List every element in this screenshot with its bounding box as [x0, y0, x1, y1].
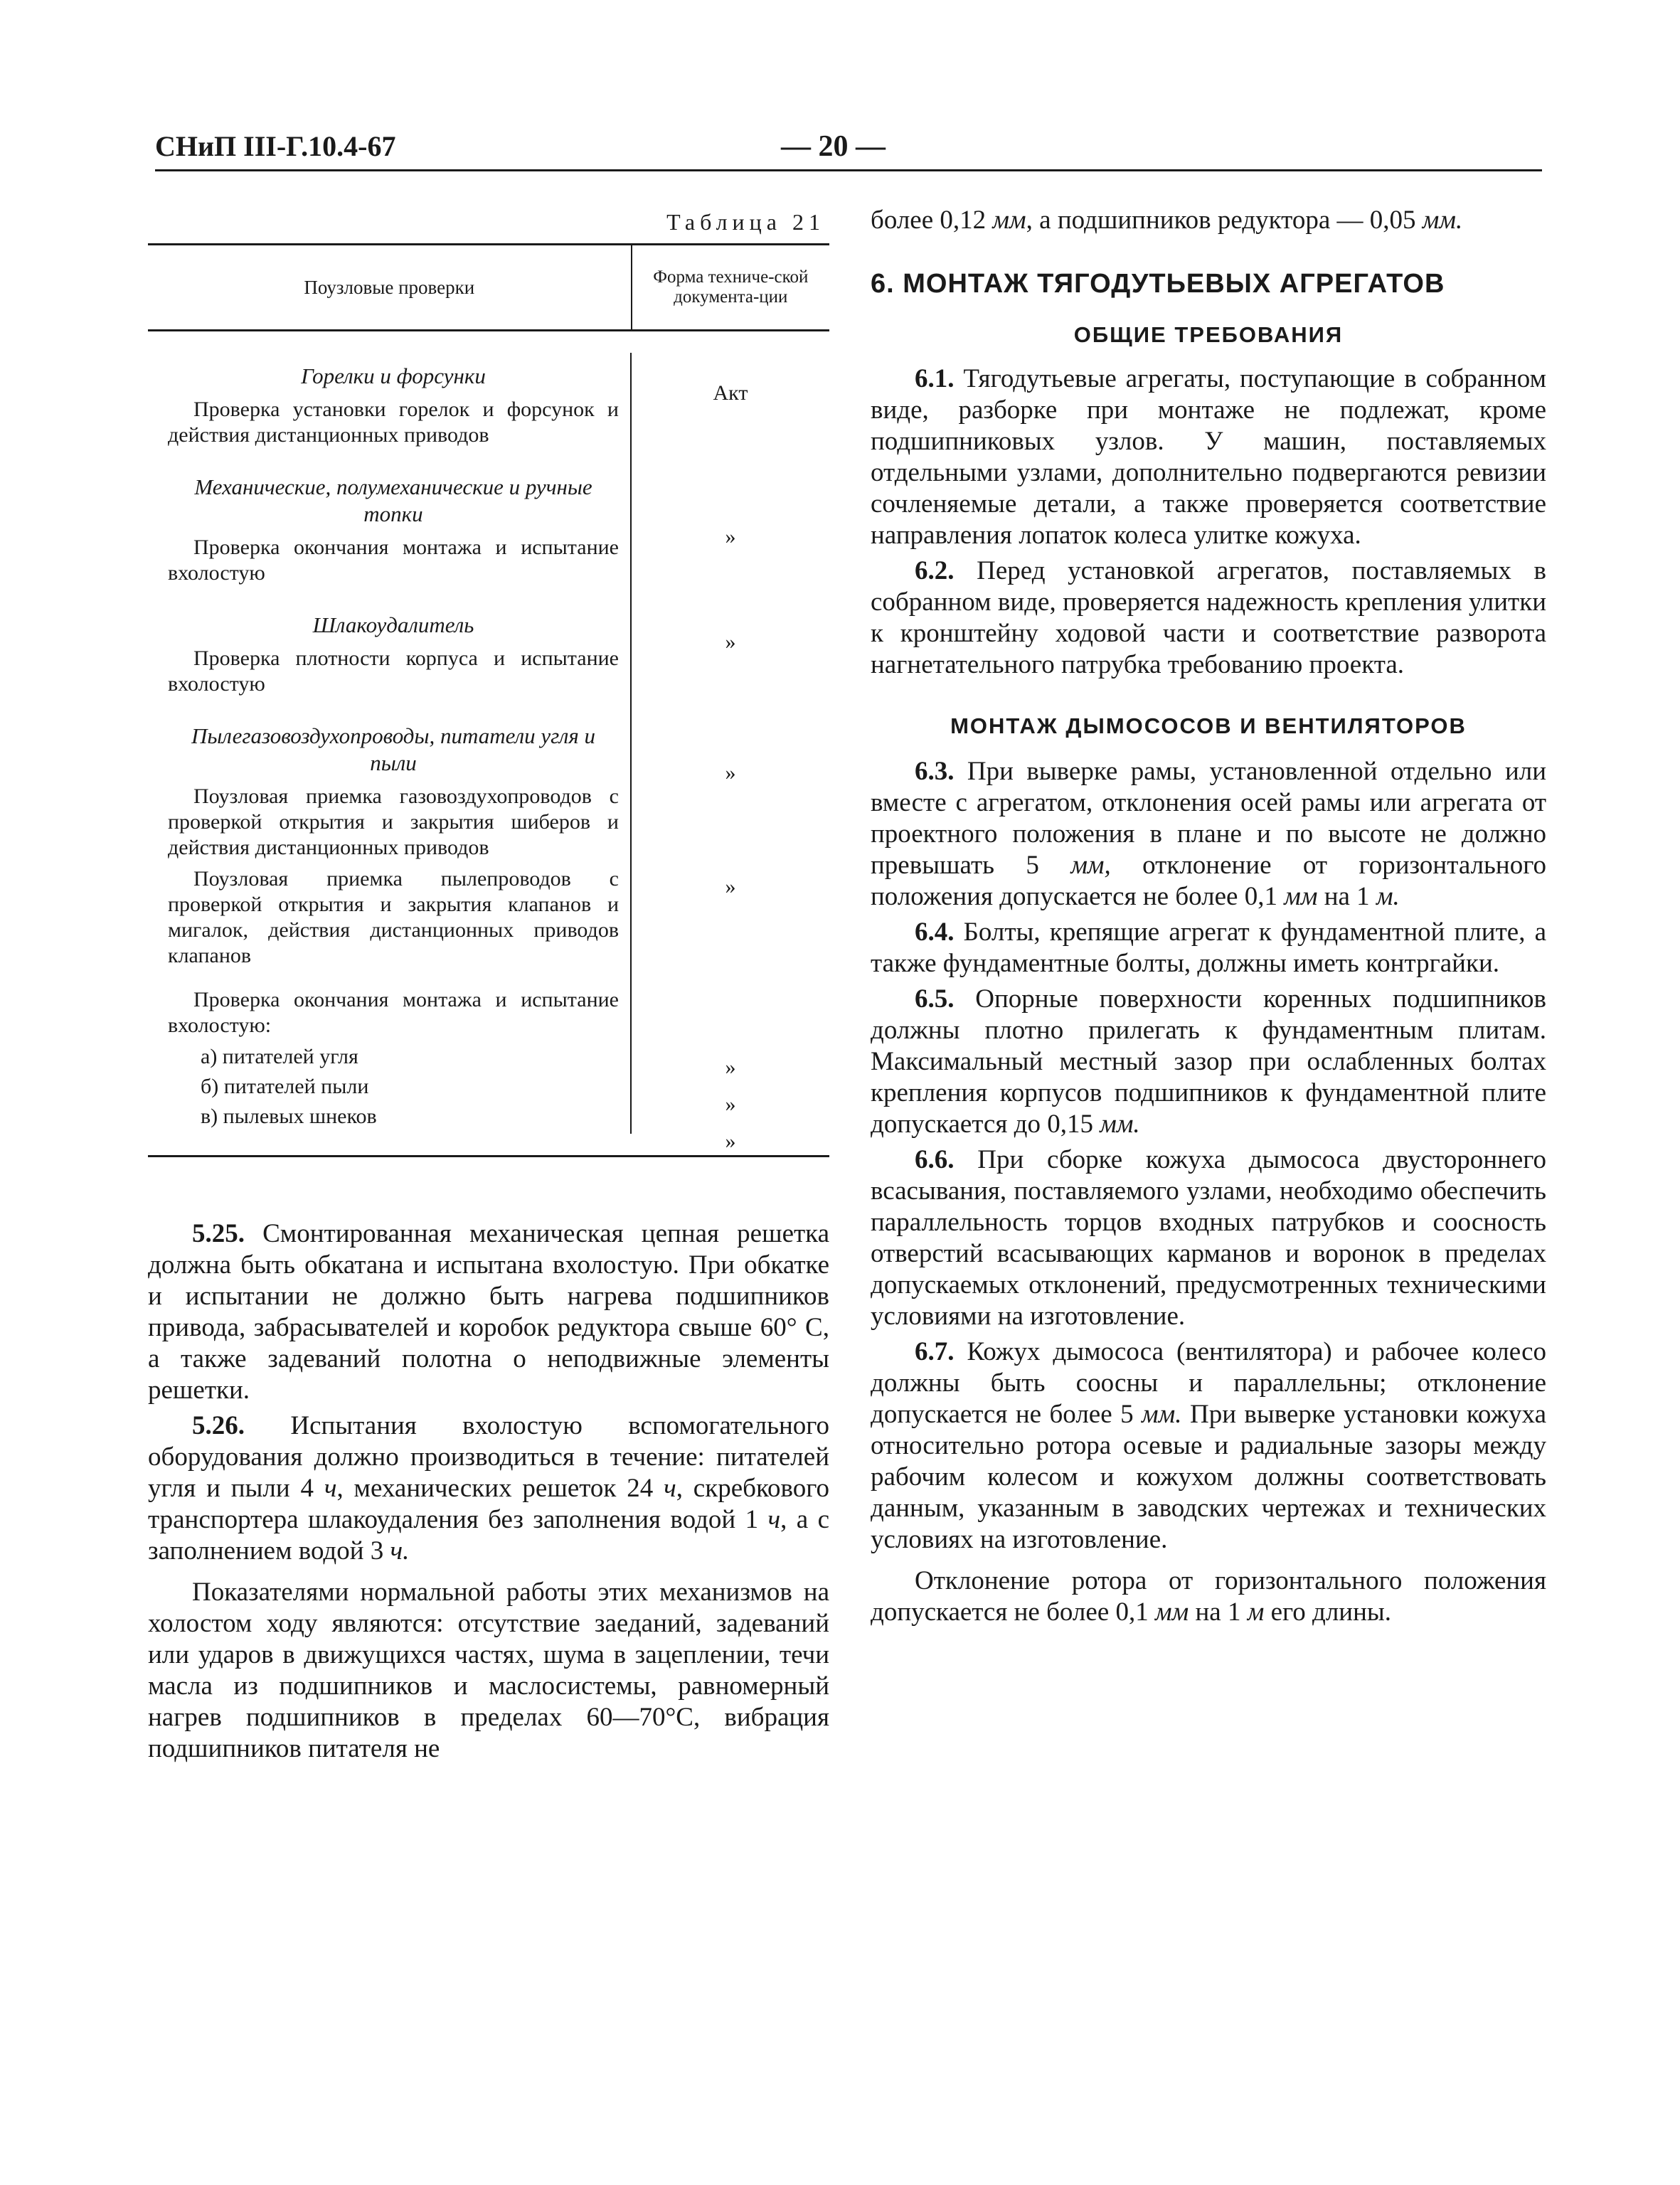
- unit: мм,: [1070, 851, 1111, 880]
- paragraph-6-7: [871, 1336, 1546, 1556]
- unit: мм: [1284, 882, 1318, 911]
- paragraph-text: Тягодутьевые агрегаты, поступающие в собранном виде, разборке при монтаже не подлежат, кроме подшипниковых узлов. У машин, поставляемых отдельными узлами, дополнительно подвергаются ревизии сочленяемые детали, а также проверяется соответствие направления лопаток колеса улитке кожуха.: [871, 364, 1546, 550]
- form-cell: Акт: [713, 381, 748, 405]
- page-number: — 20 —: [781, 130, 886, 163]
- paragraph-text: Испытания вхолостую вспомогательного оборудования должно производиться в течение: питателей угля и пыли 4: [148, 1411, 830, 1503]
- unit: мм: [992, 206, 1026, 235]
- clause-number: 6.2.: [915, 556, 955, 585]
- paragraph-text: , скребкового транспортера шлакоудаления без заполнения водой 1: [148, 1474, 830, 1534]
- form-cell: »: [725, 1056, 736, 1079]
- paragraph-text: Смонтированная механическая цепная решетка должна быть обкатана и испытана вхолостую. При обкатке и испытании не должно быть нагрева подшипников привода, забрасывателей и коробок редуктора свыше 60° С, а также задеваний полотна о неподвижные элементы решетки.: [148, 1219, 830, 1405]
- right-column: [871, 205, 1546, 1632]
- paragraph-text: При выверке рамы, установленной отдельно или вместе с агрегатом, отклонения осей рамы или агрегата от проектного положения в плане и по высоте не должно превышать 5: [871, 757, 1547, 880]
- paragraph-rotor: [871, 1565, 1546, 1628]
- table-subrow: в) пылевых шнеков: [201, 1105, 377, 1128]
- table-checks-column: [148, 353, 632, 1134]
- paragraph-6-5: [871, 984, 1546, 1140]
- paragraph-text: Перед установкой агрегатов, поставляемых в собранном виде, проверяется надежность крепления улитки к кронштейну ходовой части и соответствие разворота нагнетательного патрубка требованию проекта.: [871, 556, 1547, 679]
- paragraph-text: отклонение от горизонтального положения допускается не более 0,1: [871, 851, 1546, 911]
- unit: мм.: [1100, 1110, 1140, 1139]
- clause-number: 6.6.: [915, 1145, 955, 1174]
- paragraph-6-3: [871, 756, 1546, 913]
- paragraph-text: Кожух дымососа (вентилятора) и рабочее колесо должны быть соосны и параллельны; отклонение допускается не более 5: [871, 1337, 1546, 1429]
- clause-number: 6.7.: [915, 1337, 955, 1366]
- paragraph-5-26: [148, 1410, 829, 1567]
- paragraph-5-25: [148, 1218, 829, 1406]
- clause-number: 5.25.: [192, 1219, 245, 1248]
- page-header: [155, 129, 1542, 174]
- table-row: Проверка плотности корпуса и испытание вхолостую: [168, 647, 619, 696]
- table-header: [148, 245, 829, 331]
- table-section-title: Механические, полумеханические и ручные топки: [194, 474, 592, 526]
- paragraph-text: , механических решеток 24: [336, 1474, 654, 1503]
- form-cell: »: [725, 875, 736, 898]
- form-cell: »: [725, 525, 736, 548]
- form-cell: »: [725, 1092, 736, 1116]
- table-section-title: Шлакоудалитель: [312, 612, 474, 637]
- paragraph-6-4: [871, 917, 1546, 979]
- subsection-title: ОБЩИЕ ТРЕБОВАНИЯ: [1073, 322, 1344, 347]
- paragraph-continuation: [871, 205, 1546, 236]
- form-cell: »: [725, 1129, 736, 1153]
- paragraph-6-6: [871, 1144, 1546, 1332]
- table-row: Проверка окончания монтажа и испытание вхолостую: [168, 536, 619, 585]
- clause-number: 6.1.: [915, 364, 955, 393]
- section-title: 6. МОНТАЖ ТЯГОДУТЬЕВЫХ АГРЕГАТОВ: [871, 269, 1445, 299]
- unit: м: [1247, 1597, 1265, 1627]
- table-section-title: Пылегазовоздухопроводы, питатели угля и пыли: [191, 723, 595, 775]
- subsection-title: МОНТАЖ ДЫМОСОСОВ И ВЕНТИЛЯТОРОВ: [950, 713, 1467, 738]
- paragraph-indicators: Показателями нормальной работы этих механизмов на холостом ходу являются: отсутствие заеданий, задеваний или ударов в движущихся частях, шума в зацеплении, течи масла из подшипников и маслосистемы, равномерный нагрев подшипников в пределах 60—70°С, вибрация подшипников питателя не: [148, 1578, 829, 1763]
- paragraph-6-2: [871, 555, 1546, 681]
- unit: ч: [324, 1474, 337, 1503]
- table-row: Проверка установки горелок и форсунок и действия дистанционных приводов: [168, 398, 619, 447]
- table-row: Проверка окончания монтажа и испытание вхолостую:: [168, 988, 619, 1037]
- clause-number: 6.3.: [915, 757, 955, 786]
- unit: мм.: [1142, 1400, 1182, 1429]
- unit: мм: [1155, 1597, 1189, 1627]
- paragraph-text: При выверке установки кожуха относительно ротора осевые и радиальные зазоры между рабочим колесом и кожухом должны соответствовать данным, указанным в заводских чертежах и технических условиях на изготовление.: [871, 1400, 1546, 1554]
- document-code: СНиП III-Г.10.4-67: [155, 130, 396, 162]
- table-subrow: а) питателей угля: [201, 1045, 358, 1068]
- unit: ч.: [390, 1536, 410, 1565]
- table-caption: Таблица 21: [666, 209, 825, 235]
- unit: мм.: [1422, 206, 1463, 235]
- paragraph-text: , а подшипников редуктора — 0,05: [1026, 206, 1416, 235]
- unit: м.: [1376, 882, 1400, 911]
- header-rule: [155, 169, 1542, 171]
- table-subrow: б) питателей пыли: [201, 1075, 369, 1098]
- left-column: [148, 205, 829, 1769]
- column-header-checks: Поузловые проверки: [148, 245, 632, 329]
- paragraph-text: , а с заполнением водой 3: [148, 1505, 829, 1565]
- paragraph-text: на 1: [1195, 1597, 1241, 1627]
- clause-number: 6.5.: [915, 984, 955, 1014]
- paragraph-text: Отклонение ротора от горизонтального положения допускается не более 0,1: [871, 1566, 1546, 1627]
- table-section-title: Горелки и форсунки: [301, 363, 486, 388]
- paragraph-6-1: [871, 363, 1546, 551]
- paragraph-text: более 0,12: [871, 206, 987, 235]
- form-cell: »: [725, 761, 736, 785]
- unit: ч: [767, 1505, 781, 1534]
- table-body: [148, 331, 829, 1155]
- paragraph-text: на 1: [1324, 882, 1370, 911]
- paragraph-text: его длины.: [1270, 1597, 1392, 1627]
- paragraph-text: При сборке кожуха дымососа двустороннего всасывания, поставляемого узлами, необходимо обеспечить параллельность торцов входных патрубков и соосность отверстий всасывающих карманов и воронок в пределах допускаемых отклонений, предусмотренных техническими условиями на изготовление.: [871, 1145, 1547, 1331]
- clause-number: 5.26.: [192, 1411, 245, 1440]
- column-header-form: Форма техниче-ской документа-ции: [653, 267, 809, 307]
- form-cell: »: [725, 630, 736, 654]
- inspection-table: [148, 243, 829, 1157]
- table-form-column: [632, 353, 829, 1153]
- paragraph-text: Опорные поверхности коренных подшипников должны плотно прилегать к фундаментным плитам. Максимальный местный зазор при ослабленных болтах крепления корпусов подшипников к фундаментной плите допускается до 0,15: [871, 984, 1546, 1139]
- paragraph-text: Болты, крепящие агрегат к фундаментной плите, а также фундаментные болты, должны иметь контргайки.: [871, 918, 1547, 978]
- table-row: Поузловая приемка газовоздухопроводов с проверкой открытия и закрытия шиберов и действия дистанционных приводов: [168, 785, 619, 859]
- table-row: Поузловая приемка пылепроводов с проверкой открытия и закрытия клапанов и мигалок, действия дистанционных приводов клапанов: [168, 867, 619, 967]
- unit: ч: [664, 1474, 676, 1503]
- clause-number: 6.4.: [915, 918, 955, 947]
